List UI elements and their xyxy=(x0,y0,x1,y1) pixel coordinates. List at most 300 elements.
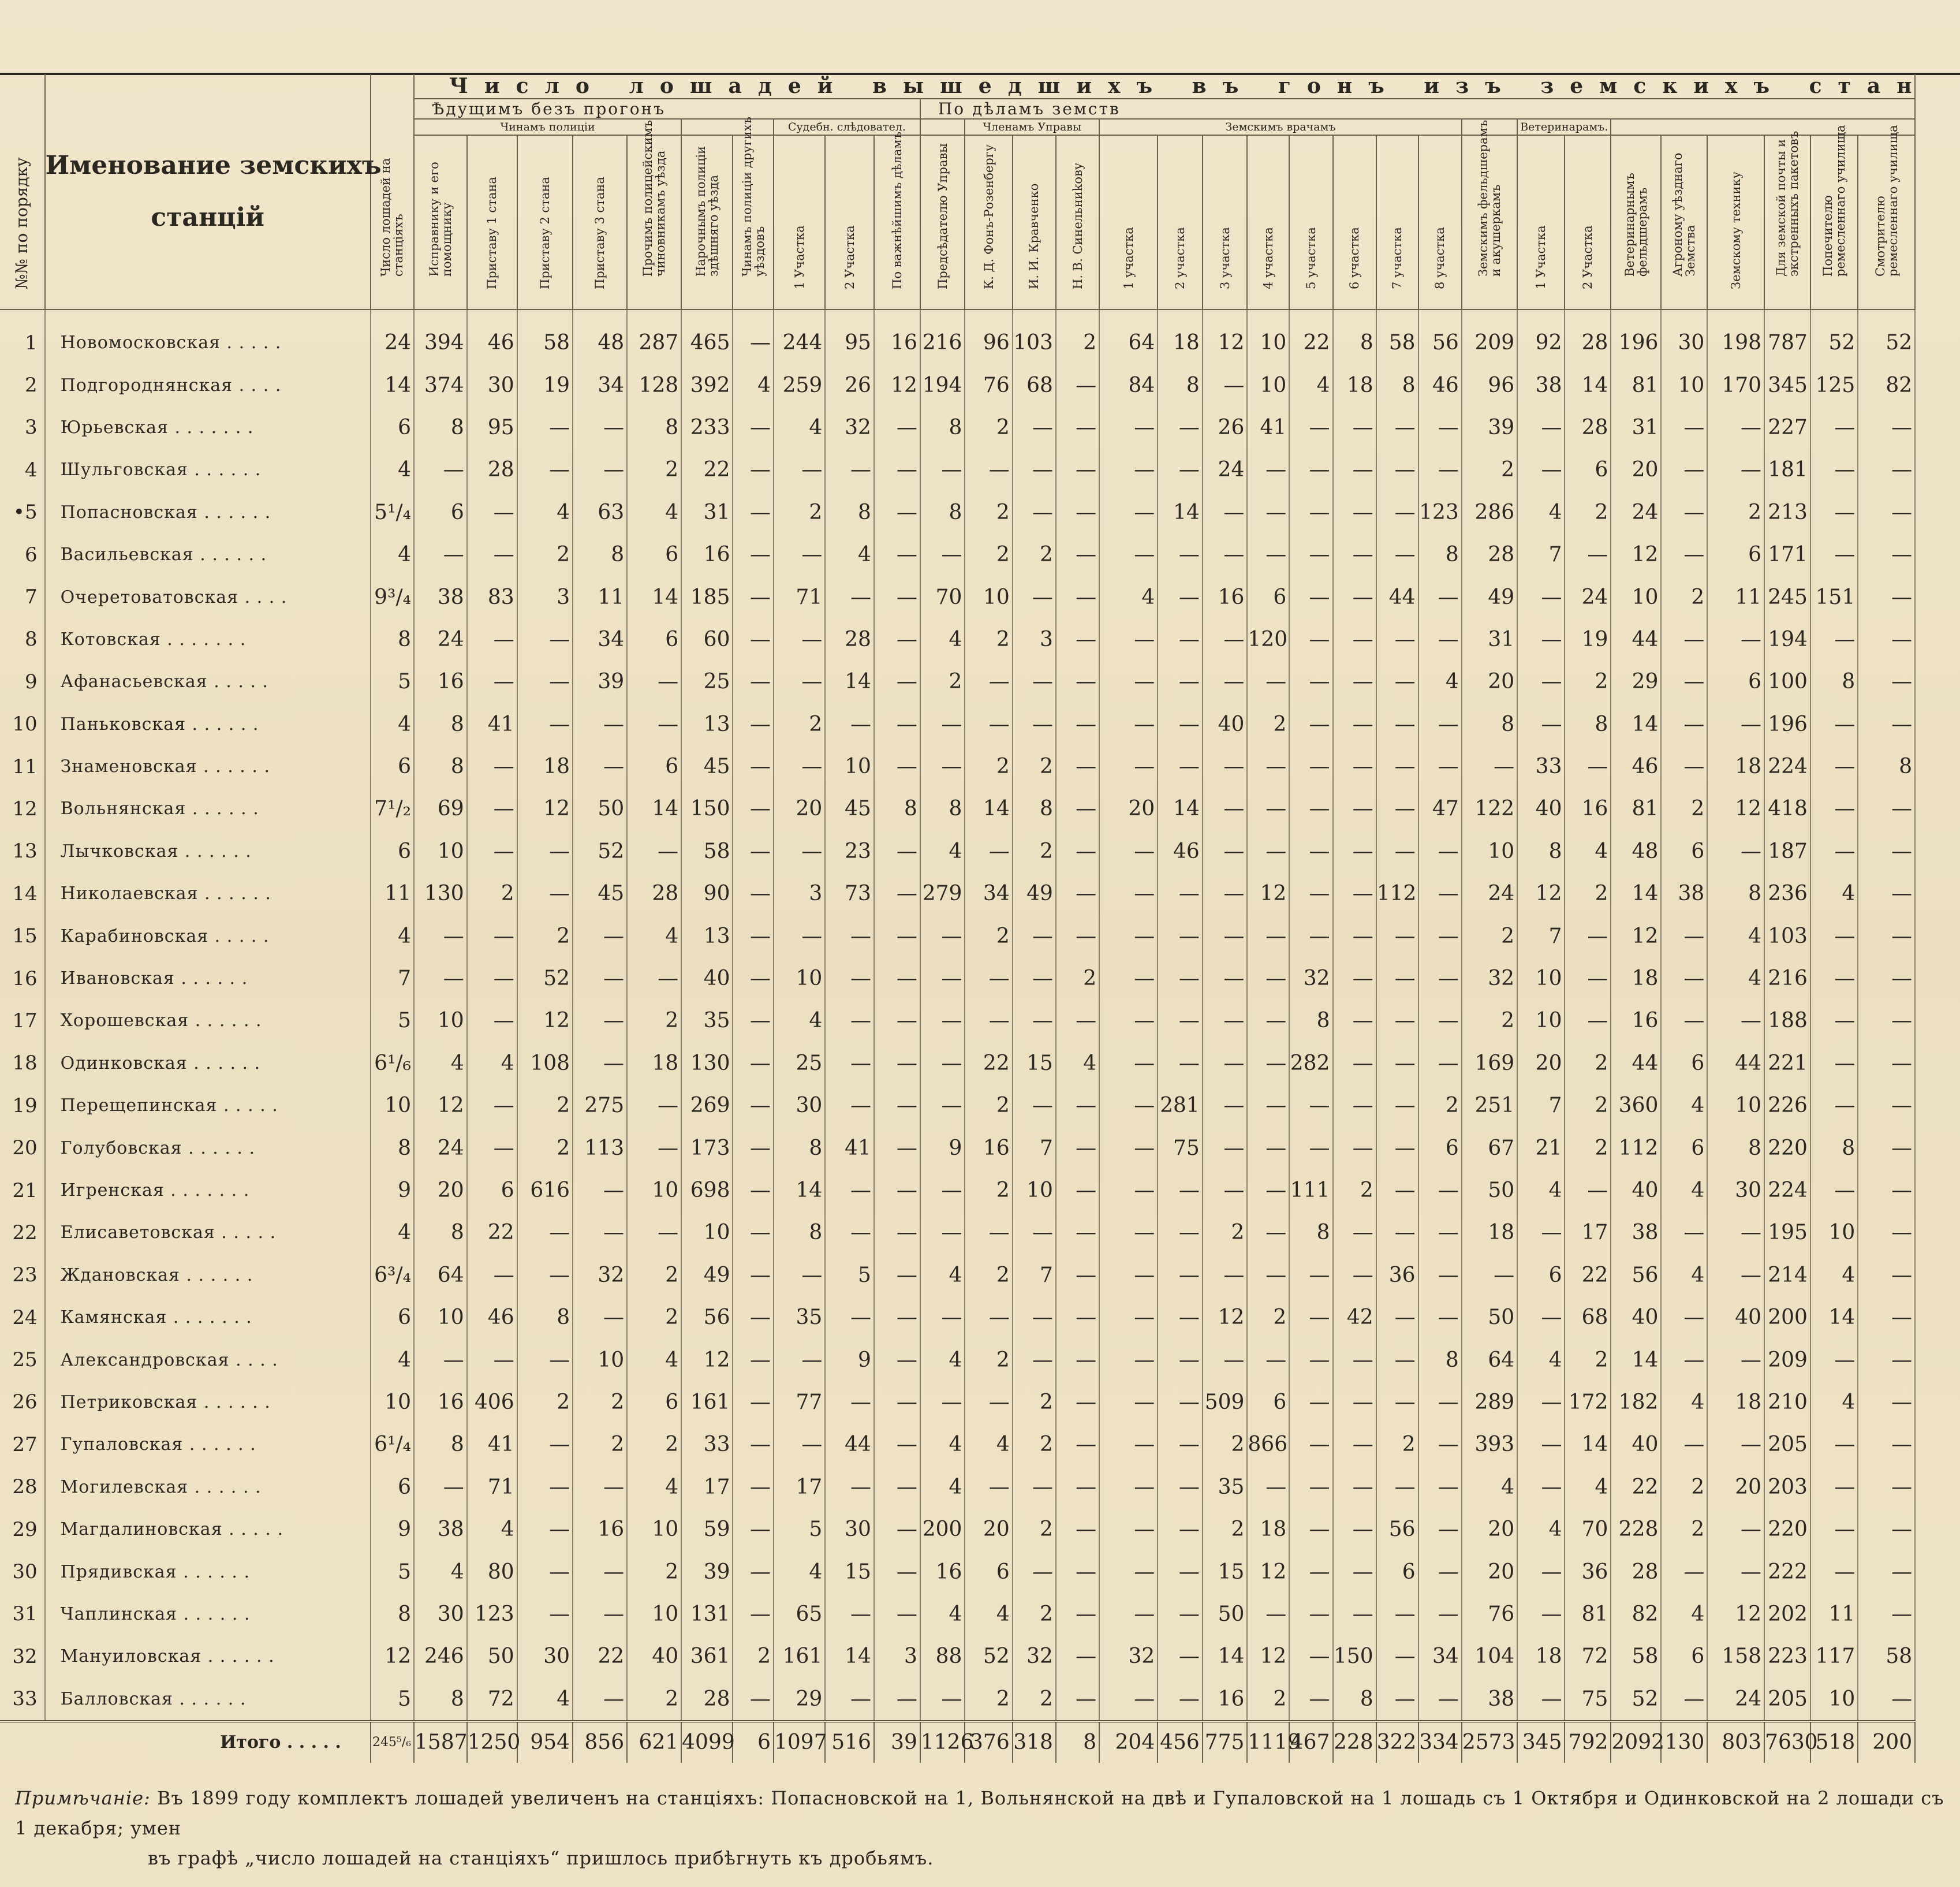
cell-value: 71 xyxy=(467,1466,517,1508)
cell-value: — xyxy=(1289,1508,1332,1550)
station-name: Подгороднянская . . . . xyxy=(45,364,371,406)
footnote-label: Примѣчаніе: xyxy=(15,1787,151,1809)
cell-value: — xyxy=(1203,1338,1248,1381)
column-header xyxy=(1203,135,1248,309)
cell-value: — xyxy=(517,618,573,661)
cell-value: — xyxy=(1056,1635,1099,1677)
cell-value: — xyxy=(1810,703,1858,745)
cell-value: — xyxy=(1247,1000,1289,1042)
row-number: •5 xyxy=(0,491,45,534)
table-row xyxy=(0,1296,1960,1338)
cell-value: — xyxy=(1247,661,1289,703)
cell-value: 196 xyxy=(1611,309,1661,364)
cell-value: 2 xyxy=(1565,1042,1611,1084)
cell-value: — xyxy=(627,1211,681,1254)
cell-value: — xyxy=(1565,915,1611,957)
cell-value: — xyxy=(1376,1466,1418,1508)
cell-value: — xyxy=(1333,1000,1376,1042)
cell-value: 16 xyxy=(874,309,920,364)
cell-value: — xyxy=(1247,1338,1289,1381)
cell-value: — xyxy=(874,661,920,703)
cell-value: 6 xyxy=(1517,1254,1565,1296)
cell-value: 4 xyxy=(627,1338,681,1381)
cell-value: — xyxy=(1707,1508,1764,1550)
table-row xyxy=(0,1211,1960,1254)
cell-value: — xyxy=(573,1550,627,1593)
cell-value: 41 xyxy=(825,1127,874,1169)
cell-value: — xyxy=(1376,534,1418,576)
cell-value: — xyxy=(1056,1000,1099,1042)
cell-value: 71 xyxy=(774,576,825,618)
cell-value: — xyxy=(1013,957,1056,1000)
row-number: 1 xyxy=(0,309,45,364)
cell-value: 12 xyxy=(1247,1635,1289,1677)
cell-value: — xyxy=(1376,1296,1418,1338)
cell-value: 2 xyxy=(467,872,517,915)
cell-value: — xyxy=(1810,1338,1858,1381)
cell-value: — xyxy=(573,1593,627,1635)
cell-value: — xyxy=(1858,1211,1915,1254)
cell-value: 2 xyxy=(965,407,1012,449)
cell-value: 24 xyxy=(1611,491,1661,534)
cell-value: — xyxy=(1056,1466,1099,1508)
cell-value: — xyxy=(517,1254,573,1296)
station-name: Знаменовская . . . . . . xyxy=(45,745,371,788)
row-number: 26 xyxy=(0,1381,45,1423)
cell-value: — xyxy=(1418,915,1462,957)
cell-value: — xyxy=(1418,1423,1462,1465)
cell-value: — xyxy=(467,661,517,703)
cell-value: 170 xyxy=(1707,364,1764,406)
cell-value: — xyxy=(1333,1127,1376,1169)
cell-value: — xyxy=(1661,491,1707,534)
cell-value: — xyxy=(1858,872,1915,915)
cell-value: 18 xyxy=(1707,1381,1764,1423)
cell-value: — xyxy=(920,915,965,957)
cell-value: 32 xyxy=(1462,957,1517,1000)
cell-value: — xyxy=(1203,1254,1248,1296)
station-name: Гупаловская . . . . . . xyxy=(45,1423,371,1465)
cell-value: 20 xyxy=(1462,1550,1517,1593)
cell-value: — xyxy=(1203,618,1248,661)
cell-value: — xyxy=(1333,576,1376,618)
cell-value: 56 xyxy=(1376,1508,1418,1550)
cell-value: 6 xyxy=(627,618,681,661)
cell-value: 12 xyxy=(517,1000,573,1042)
cell-value: — xyxy=(1376,1678,1418,1721)
cell-value: 24 xyxy=(1203,449,1248,491)
total-value: 4099 xyxy=(681,1721,733,1763)
cell-value: — xyxy=(1376,957,1418,1000)
cell-value: 39 xyxy=(573,661,627,703)
cell-value: — xyxy=(1333,449,1376,491)
cell-value: — xyxy=(1517,703,1565,745)
cell-value: 2 xyxy=(774,703,825,745)
horses-count: 4 xyxy=(371,1211,414,1254)
station-name: Ивановская . . . . . . xyxy=(45,957,371,1000)
station-name: Хорошевская . . . . . . xyxy=(45,1000,371,1042)
cell-value: 47 xyxy=(1418,788,1462,830)
column-header-text: Прочимъ полицейскимъ чиновникамъ уѣзда xyxy=(641,120,668,277)
cell-value: — xyxy=(874,449,920,491)
cell-value: 224 xyxy=(1764,1169,1810,1211)
cell-value: — xyxy=(825,1381,874,1423)
station-name: Одинковская . . . . . . xyxy=(45,1042,371,1084)
cell-value: 30 xyxy=(517,1635,573,1677)
cell-value: — xyxy=(414,449,467,491)
cell-value: — xyxy=(573,703,627,745)
cell-value: — xyxy=(1203,915,1248,957)
cell-value: 8 xyxy=(1418,534,1462,576)
cell-value: 28 xyxy=(467,449,517,491)
cell-value: 58 xyxy=(1858,1635,1915,1677)
cell-value: 12 xyxy=(1611,915,1661,957)
column-header-text: Н. В. Синельниkову xyxy=(1070,162,1085,289)
row-number: 6 xyxy=(0,534,45,576)
cell-value: 2 xyxy=(1056,309,1099,364)
cell-value: 16 xyxy=(1203,1678,1248,1721)
cell-value: 10 xyxy=(1707,1084,1764,1127)
cell-value: 48 xyxy=(573,309,627,364)
horses-count: 4 xyxy=(371,1338,414,1381)
cell-value: — xyxy=(1661,1000,1707,1042)
cell-value: 40 xyxy=(627,1635,681,1677)
cell-value: — xyxy=(825,449,874,491)
horses-count: 10 xyxy=(371,1084,414,1127)
cell-value: — xyxy=(1158,703,1203,745)
cell-value: 18 xyxy=(1517,1635,1565,1677)
cell-value: — xyxy=(920,1381,965,1423)
cell-value: 198 xyxy=(1707,309,1764,364)
column-header-text: 1 Участка xyxy=(1534,225,1548,289)
cell-value: — xyxy=(1056,830,1099,872)
column-header xyxy=(1764,130,1810,309)
cell-value: 2 xyxy=(627,449,681,491)
cell-value: — xyxy=(1013,1084,1056,1127)
cell-value: 40 xyxy=(1611,1169,1661,1211)
cell-value: 103 xyxy=(1764,915,1810,957)
total-value: 516 xyxy=(825,1721,874,1763)
cell-value: — xyxy=(1565,745,1611,788)
cell-value: 81 xyxy=(1565,1593,1611,1635)
cell-value: — xyxy=(517,1550,573,1593)
cell-value: 2 xyxy=(965,1084,1012,1127)
table-row xyxy=(0,1635,1960,1677)
cell-value: — xyxy=(1333,1593,1376,1635)
cell-value: 2 xyxy=(1661,788,1707,830)
row-number: 13 xyxy=(0,830,45,872)
cell-value: — xyxy=(1418,1466,1462,1508)
cell-value: — xyxy=(1099,1466,1158,1508)
cell-value: — xyxy=(1158,1000,1203,1042)
total-label: Итого . . . . . xyxy=(0,1721,371,1763)
cell-value: — xyxy=(1099,1550,1158,1593)
cell-value: — xyxy=(1289,618,1332,661)
cell-value: 14 xyxy=(1203,1635,1248,1677)
table-row xyxy=(0,745,1960,788)
cell-value: — xyxy=(1418,1296,1462,1338)
cell-value: 2 xyxy=(1661,576,1707,618)
cell-value: — xyxy=(774,534,825,576)
horses-count: 6¹/₆ xyxy=(371,1042,414,1084)
cell-value: — xyxy=(1858,1338,1915,1381)
station-name: Карабиновская . . . . . xyxy=(45,915,371,957)
cell-value: 120 xyxy=(1247,618,1289,661)
cell-value: — xyxy=(965,957,1012,1000)
cell-value: 509 xyxy=(1203,1381,1248,1423)
table-row xyxy=(0,364,1960,406)
cell-value: 72 xyxy=(1565,1635,1611,1677)
cell-value: 21 xyxy=(1517,1127,1565,1169)
cell-value: 12 xyxy=(517,788,573,830)
cell-value: 2 xyxy=(733,1635,774,1677)
cell-value: — xyxy=(1099,618,1158,661)
cell-value: — xyxy=(825,1593,874,1635)
cell-value: — xyxy=(874,618,920,661)
cell-value: 2 xyxy=(1056,957,1099,1000)
cell-value: — xyxy=(1333,1211,1376,1254)
cell-value: — xyxy=(1333,745,1376,788)
cell-value: 4 xyxy=(1418,661,1462,703)
cell-value: 70 xyxy=(920,576,965,618)
cell-value: 68 xyxy=(1565,1296,1611,1338)
cell-value: — xyxy=(1099,1084,1158,1127)
cell-value: — xyxy=(1158,576,1203,618)
cell-value: 41 xyxy=(1247,407,1289,449)
cell-value: 12 xyxy=(1247,1550,1289,1593)
cell-value: — xyxy=(733,1084,774,1127)
cell-value: 20 xyxy=(1462,1508,1517,1550)
cell-value: 10 xyxy=(1810,1678,1858,1721)
cell-value: 16 xyxy=(681,534,733,576)
cell-value: 8 xyxy=(414,1423,467,1465)
cell-value: 41 xyxy=(467,703,517,745)
cell-value: — xyxy=(733,491,774,534)
cell-value: 131 xyxy=(681,1593,733,1635)
cell-value: — xyxy=(1858,1381,1915,1423)
cell-value: — xyxy=(1289,703,1332,745)
cell-value: 7 xyxy=(1013,1254,1056,1296)
cell-value: 2 xyxy=(1247,1296,1289,1338)
cell-value: 30 xyxy=(414,1593,467,1635)
station-name: Камянская . . . . . . . xyxy=(45,1296,371,1338)
horses-count: 24 xyxy=(371,309,414,364)
cell-value: — xyxy=(1289,576,1332,618)
cell-value: 2 xyxy=(920,661,965,703)
cell-value: — xyxy=(825,1000,874,1042)
group-spacer xyxy=(1611,119,1915,135)
cell-value: — xyxy=(467,618,517,661)
cell-value: — xyxy=(1858,1423,1915,1465)
cell-value: — xyxy=(1056,407,1099,449)
total-value: 1126 xyxy=(920,1721,965,1763)
cell-value: — xyxy=(965,1466,1012,1508)
cell-value: 22 xyxy=(965,1042,1012,1084)
cell-value: 233 xyxy=(681,407,733,449)
cell-value: 18 xyxy=(1158,309,1203,364)
cell-value: 31 xyxy=(1611,407,1661,449)
cell-value: 2 xyxy=(1462,915,1517,957)
column-header xyxy=(1158,135,1203,309)
table-row xyxy=(0,449,1960,491)
cell-value: 56 xyxy=(1418,309,1462,364)
cell-value: — xyxy=(1099,1381,1158,1423)
cell-value: 12 xyxy=(874,364,920,406)
cell-value: — xyxy=(1376,703,1418,745)
cell-value: 7 xyxy=(1013,1127,1056,1169)
cell-value: 10 xyxy=(414,830,467,872)
cell-value: — xyxy=(1056,915,1099,957)
cell-value: — xyxy=(1289,407,1332,449)
cell-value: 205 xyxy=(1764,1423,1810,1465)
column-header-text: 5 участка xyxy=(1304,227,1318,289)
column-header-text: По важнѣйшимъ дѣламъ xyxy=(890,132,904,289)
cell-value: 95 xyxy=(825,309,874,364)
cell-value: — xyxy=(1517,1593,1565,1635)
cell-value: 6 xyxy=(627,745,681,788)
cell-value: 9 xyxy=(920,1127,965,1169)
cell-value: 345 xyxy=(1764,364,1810,406)
cell-value: — xyxy=(573,1211,627,1254)
cell-value: 45 xyxy=(681,745,733,788)
cell-value: — xyxy=(1517,1296,1565,1338)
cell-value: — xyxy=(1099,1338,1158,1381)
cell-value: 52 xyxy=(965,1635,1012,1677)
cell-value: 88 xyxy=(920,1635,965,1677)
cell-value: 32 xyxy=(573,1254,627,1296)
row-number: 27 xyxy=(0,1423,45,1465)
cell-value: 202 xyxy=(1764,1593,1810,1635)
cell-value: — xyxy=(1158,1508,1203,1550)
cell-value: 279 xyxy=(920,872,965,915)
cell-value: 4 xyxy=(1661,1381,1707,1423)
station-name: Перещепинская . . . . . xyxy=(45,1084,371,1127)
cell-value: — xyxy=(825,576,874,618)
cell-value: 18 xyxy=(517,745,573,788)
cell-value: 32 xyxy=(1099,1635,1158,1677)
cell-value: — xyxy=(1333,1254,1376,1296)
cell-value: — xyxy=(1203,534,1248,576)
cell-value: — xyxy=(920,957,965,1000)
cell-value: 195 xyxy=(1764,1211,1810,1254)
column-header xyxy=(1418,135,1462,309)
cell-value: — xyxy=(733,1000,774,1042)
table-row xyxy=(0,1127,1960,1169)
cell-value: 161 xyxy=(774,1635,825,1677)
station-name: Могилевская . . . . . . xyxy=(45,1466,371,1508)
row-number: 24 xyxy=(0,1296,45,1338)
cell-value: 10 xyxy=(573,1338,627,1381)
cell-value: — xyxy=(1707,703,1764,745)
cell-value: — xyxy=(467,1084,517,1127)
cell-value: 130 xyxy=(681,1042,733,1084)
cell-value: 2 xyxy=(965,491,1012,534)
cell-value: 216 xyxy=(1764,957,1810,1000)
table-row xyxy=(0,1084,1960,1127)
cell-value: 209 xyxy=(1462,309,1517,364)
cell-value: 2 xyxy=(627,1254,681,1296)
cell-value: — xyxy=(1707,618,1764,661)
cell-value: — xyxy=(874,491,920,534)
cell-value: — xyxy=(1661,745,1707,788)
cell-value: — xyxy=(1056,534,1099,576)
cell-value: 17 xyxy=(774,1466,825,1508)
cell-value: 4 xyxy=(920,1423,965,1465)
cell-value: — xyxy=(627,703,681,745)
cell-value: — xyxy=(1247,1042,1289,1084)
cell-value: — xyxy=(1247,1593,1289,1635)
cell-value: — xyxy=(1013,703,1056,745)
cell-value: 18 xyxy=(1611,957,1661,1000)
cell-value: — xyxy=(1517,1381,1565,1423)
cell-value: — xyxy=(1517,1550,1565,1593)
station-name: Попасновская . . . . . . xyxy=(45,491,371,534)
cell-value: 8 xyxy=(414,407,467,449)
table-row xyxy=(0,1000,1960,1042)
cell-value: 30 xyxy=(467,364,517,406)
cell-value: 22 xyxy=(467,1211,517,1254)
station-name: Афанасьевская . . . . . xyxy=(45,661,371,703)
row-number: 17 xyxy=(0,1000,45,1042)
number-column-header xyxy=(0,74,45,309)
table-row xyxy=(0,703,1960,745)
cell-value: — xyxy=(825,1466,874,1508)
cell-value: 20 xyxy=(1099,788,1158,830)
cell-value: 194 xyxy=(920,364,965,406)
table-row xyxy=(0,309,1960,364)
cell-value: — xyxy=(573,1678,627,1721)
cell-value: — xyxy=(1810,534,1858,576)
cell-value: — xyxy=(414,915,467,957)
cell-value: — xyxy=(825,1084,874,1127)
total-value: 856 xyxy=(573,1721,627,1763)
cell-value: 11 xyxy=(1810,1593,1858,1635)
cell-value: 8 xyxy=(1013,788,1056,830)
cell-value: — xyxy=(1418,1550,1462,1593)
cell-value: 2 xyxy=(1707,491,1764,534)
cell-value: — xyxy=(1376,618,1418,661)
footnote xyxy=(15,1783,1955,1873)
station-name: Очеретоватовская . . . . xyxy=(45,576,371,618)
cell-value: — xyxy=(874,1593,920,1635)
cell-value: 2 xyxy=(1203,1508,1248,1550)
cell-value: 2 xyxy=(517,1381,573,1423)
cell-value: — xyxy=(874,1296,920,1338)
row-number: 20 xyxy=(0,1127,45,1169)
cell-value: 83 xyxy=(467,576,517,618)
cell-value: 58 xyxy=(517,309,573,364)
cell-value: 259 xyxy=(774,364,825,406)
column-header-text: Предсѣдателю Управы xyxy=(935,143,950,289)
total-value: 318 xyxy=(1013,1721,1056,1763)
cell-value: — xyxy=(1099,491,1158,534)
cell-value: 394 xyxy=(414,309,467,364)
cell-value: 22 xyxy=(1565,1254,1611,1296)
horses-count: 5 xyxy=(371,1000,414,1042)
cell-value: — xyxy=(1099,661,1158,703)
cell-value: 2 xyxy=(1565,491,1611,534)
cell-value: 40 xyxy=(1203,703,1248,745)
cell-value: — xyxy=(1203,872,1248,915)
cell-value: — xyxy=(1661,1211,1707,1254)
cell-value: 2 xyxy=(1333,1169,1376,1211)
cell-value: — xyxy=(1203,1169,1248,1211)
cell-value: 3 xyxy=(874,1635,920,1677)
column-header-text: К. Д. Фонъ-Розенбергу xyxy=(981,144,996,289)
cell-value: — xyxy=(1333,661,1376,703)
cell-value: — xyxy=(1247,1466,1289,1508)
cell-value: 32 xyxy=(1013,1635,1056,1677)
